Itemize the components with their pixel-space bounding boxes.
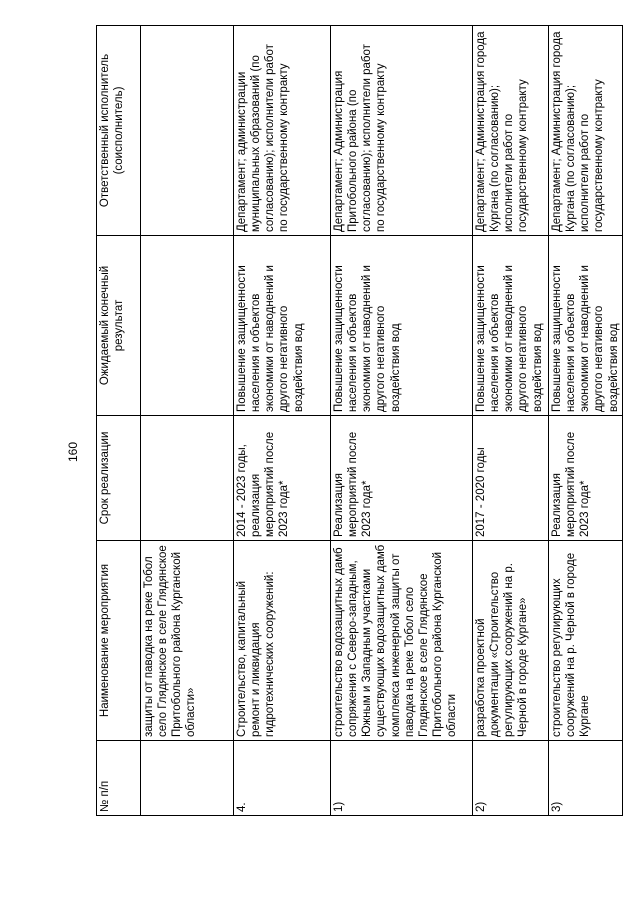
cell-num: 2) (473, 741, 549, 816)
rotated-table-wrapper (96, 26, 620, 816)
header-num: № п/п (97, 741, 141, 816)
header-executor: Ответственный исполнитель (соисполнитель) (97, 26, 141, 236)
cell-name: защиты от паводка на реке Тобол село Глядянское в селе Глядянское Притобольного района Курганской области» (141, 541, 234, 741)
table-row (473, 26, 549, 816)
cell-num: 4. (234, 741, 331, 816)
cell-result: Повышение защищенности населения и объектов экономики от наводнений и другого негативного воздействия вод (473, 236, 549, 416)
cell-term: Реализация мероприятий после 2023 года* (331, 416, 473, 541)
measures-table (96, 25, 623, 816)
cell-result: Повышение защищенности населения и объектов экономики от наводнений и другого негативного воздействия вод (234, 236, 331, 416)
header-term: Срок реализации (97, 416, 141, 541)
cell-result (141, 236, 234, 416)
cell-executor (141, 26, 234, 236)
cell-name: разработка проектной документации «Строительство регулирующих сооружений на р. Черной в городе Кургане» (473, 541, 549, 741)
page-number: 160 (66, 441, 80, 463)
cell-executor: Департамент; Администрация города Кургана (по согласованию); исполнители работ по государственному контракту (473, 26, 549, 236)
table-row (331, 26, 473, 816)
cell-name: строительство водозащитных дамб сопряжения с Северо-западным, Южным и Западным участками существующих водозащитных дамб комплекса инженерной защиты от паводка на реке Тобол село Глядянское в селе Глядянское Притобольного района Курганской области (331, 541, 473, 741)
cell-name: строительство регулирующих сооружений на р. Черной в городе Кургане (549, 541, 623, 741)
cell-term: Реализация мероприятий после 2023 года* (549, 416, 623, 541)
cell-num (141, 741, 234, 816)
table-row (141, 26, 234, 816)
cell-result: Повышение защищенности населения и объектов экономики от наводнений и другого негативного воздействия вод (549, 236, 623, 416)
cell-term: 2014 - 2023 годы, реализация мероприятий после 2023 года* (234, 416, 331, 541)
cell-executor: Департамент; Администрация города Кургана (по согласованию); исполнители работ по государственному контракту (549, 26, 623, 236)
table-row (549, 26, 623, 816)
table-row (234, 26, 331, 816)
cell-term: 2017 - 2020 годы (473, 416, 549, 541)
header-name: Наименование мероприятия (97, 541, 141, 741)
cell-term (141, 416, 234, 541)
table-header-row (97, 26, 141, 816)
cell-result: Повышение защищенности населения и объектов экономики от наводнений и другого негативного воздействия вод (331, 236, 473, 416)
header-result: Ожидаемый конечный результат (97, 236, 141, 416)
cell-executor: Департамент; администрации муниципальных образований (по согласованию); исполнители работ по государственному контракту (234, 26, 331, 236)
cell-executor: Департамент; Администрация Притобольного района (по согласованию); исполнители работ по государственному контракту (331, 26, 473, 236)
cell-num: 1) (331, 741, 473, 816)
cell-num: 3) (549, 741, 623, 816)
cell-name: Строительство, капитальный ремонт и ликвидация гидротехнических сооружений: (234, 541, 331, 741)
